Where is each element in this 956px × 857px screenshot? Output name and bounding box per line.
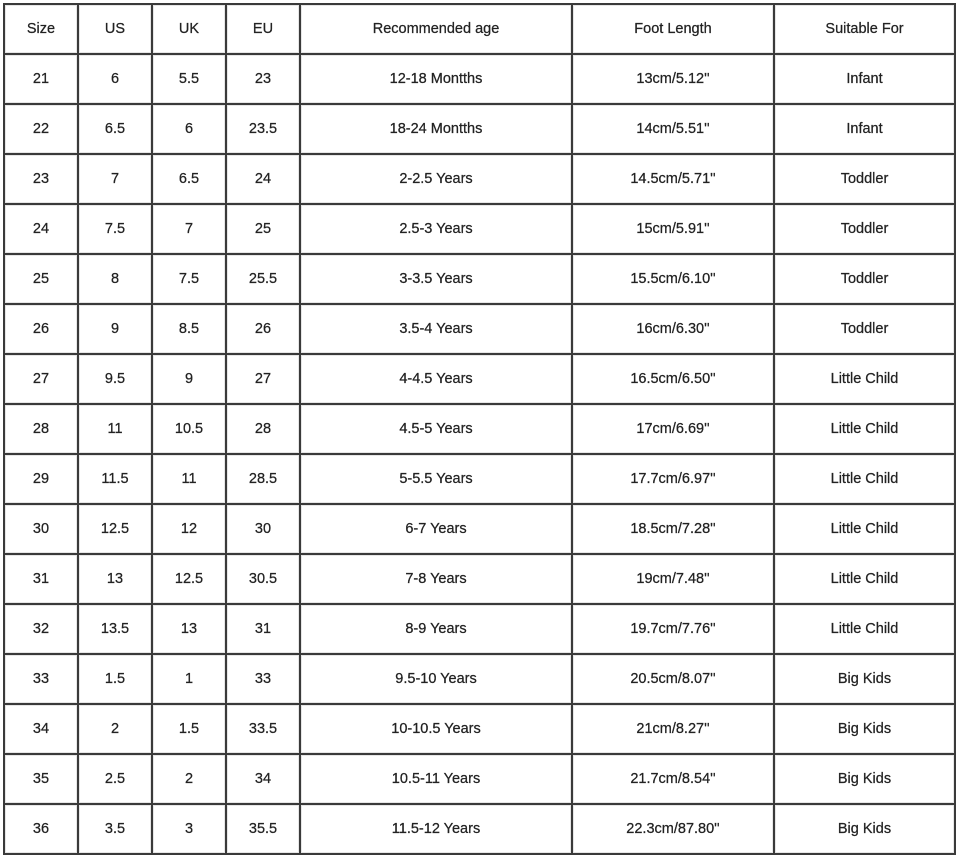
cell-foot-length: 17.7cm/6.97'' bbox=[573, 455, 775, 505]
cell-suitable-for: Infant bbox=[775, 55, 956, 105]
table-row bbox=[5, 355, 956, 405]
cell-suitable-for: Big Kids bbox=[775, 705, 956, 755]
cell-suitable-for: Toddler bbox=[775, 255, 956, 305]
header-size: Size bbox=[5, 5, 79, 55]
cell-size: 36 bbox=[5, 805, 79, 855]
cell-us: 8 bbox=[79, 255, 153, 305]
cell-suitable-for: Toddler bbox=[775, 205, 956, 255]
table-row bbox=[5, 755, 956, 805]
cell-uk: 5.5 bbox=[153, 55, 227, 105]
cell-eu: 24 bbox=[227, 155, 301, 205]
cell-uk: 7 bbox=[153, 205, 227, 255]
cell-eu: 23.5 bbox=[227, 105, 301, 155]
cell-size: 28 bbox=[5, 405, 79, 455]
cell-size: 26 bbox=[5, 305, 79, 355]
cell-recommended-age: 11.5-12 Years bbox=[301, 805, 573, 855]
cell-us: 9.5 bbox=[79, 355, 153, 405]
header-row bbox=[5, 5, 956, 55]
cell-foot-length: 20.5cm/8.07'' bbox=[573, 655, 775, 705]
cell-recommended-age: 7-8 Years bbox=[301, 555, 573, 605]
cell-size: 25 bbox=[5, 255, 79, 305]
cell-foot-length: 19.7cm/7.76'' bbox=[573, 605, 775, 655]
cell-size: 32 bbox=[5, 605, 79, 655]
cell-size: 27 bbox=[5, 355, 79, 405]
cell-suitable-for: Little Child bbox=[775, 405, 956, 455]
cell-recommended-age: 12-18 Montths bbox=[301, 55, 573, 105]
table-row bbox=[5, 405, 956, 455]
cell-foot-length: 16.5cm/6.50'' bbox=[573, 355, 775, 405]
table-row bbox=[5, 155, 956, 205]
header-eu: EU bbox=[227, 5, 301, 55]
cell-eu: 35.5 bbox=[227, 805, 301, 855]
cell-eu: 30 bbox=[227, 505, 301, 555]
cell-suitable-for: Infant bbox=[775, 105, 956, 155]
table-row bbox=[5, 655, 956, 705]
table-row bbox=[5, 55, 956, 105]
cell-size: 30 bbox=[5, 505, 79, 555]
table-row bbox=[5, 605, 956, 655]
cell-foot-length: 21.7cm/8.54'' bbox=[573, 755, 775, 805]
table-row bbox=[5, 205, 956, 255]
table-row bbox=[5, 505, 956, 555]
cell-uk: 10.5 bbox=[153, 405, 227, 455]
cell-recommended-age: 2.5-3 Years bbox=[301, 205, 573, 255]
cell-foot-length: 18.5cm/7.28'' bbox=[573, 505, 775, 555]
cell-suitable-for: Toddler bbox=[775, 155, 956, 205]
cell-eu: 27 bbox=[227, 355, 301, 405]
cell-recommended-age: 2-2.5 Years bbox=[301, 155, 573, 205]
table-row bbox=[5, 805, 956, 855]
cell-eu: 23 bbox=[227, 55, 301, 105]
cell-foot-length: 14cm/5.51'' bbox=[573, 105, 775, 155]
cell-us: 6.5 bbox=[79, 105, 153, 155]
cell-recommended-age: 3-3.5 Years bbox=[301, 255, 573, 305]
cell-recommended-age: 8-9 Years bbox=[301, 605, 573, 655]
cell-size: 31 bbox=[5, 555, 79, 605]
cell-foot-length: 22.3cm/87.80'' bbox=[573, 805, 775, 855]
cell-eu: 31 bbox=[227, 605, 301, 655]
cell-suitable-for: Big Kids bbox=[775, 655, 956, 705]
cell-us: 12.5 bbox=[79, 505, 153, 555]
cell-size: 35 bbox=[5, 755, 79, 805]
cell-recommended-age: 4.5-5 Years bbox=[301, 405, 573, 455]
cell-foot-length: 14.5cm/5.71'' bbox=[573, 155, 775, 205]
cell-eu: 30.5 bbox=[227, 555, 301, 605]
cell-suitable-for: Little Child bbox=[775, 605, 956, 655]
cell-eu: 28 bbox=[227, 405, 301, 455]
cell-uk: 6.5 bbox=[153, 155, 227, 205]
cell-suitable-for: Little Child bbox=[775, 555, 956, 605]
cell-uk: 9 bbox=[153, 355, 227, 405]
cell-uk: 7.5 bbox=[153, 255, 227, 305]
cell-us: 7 bbox=[79, 155, 153, 205]
cell-suitable-for: Little Child bbox=[775, 455, 956, 505]
cell-uk: 8.5 bbox=[153, 305, 227, 355]
cell-us: 2.5 bbox=[79, 755, 153, 805]
cell-us: 2 bbox=[79, 705, 153, 755]
cell-size: 33 bbox=[5, 655, 79, 705]
cell-us: 3.5 bbox=[79, 805, 153, 855]
cell-suitable-for: Little Child bbox=[775, 505, 956, 555]
cell-suitable-for: Toddler bbox=[775, 305, 956, 355]
table-row bbox=[5, 255, 956, 305]
cell-size: 34 bbox=[5, 705, 79, 755]
cell-recommended-age: 6-7 Years bbox=[301, 505, 573, 555]
cell-foot-length: 21cm/8.27'' bbox=[573, 705, 775, 755]
cell-foot-length: 19cm/7.48'' bbox=[573, 555, 775, 605]
table-row bbox=[5, 105, 956, 155]
cell-us: 1.5 bbox=[79, 655, 153, 705]
cell-uk: 3 bbox=[153, 805, 227, 855]
cell-foot-length: 15.5cm/6.10'' bbox=[573, 255, 775, 305]
cell-eu: 25 bbox=[227, 205, 301, 255]
cell-foot-length: 15cm/5.91'' bbox=[573, 205, 775, 255]
header-us: US bbox=[79, 5, 153, 55]
cell-suitable-for: Big Kids bbox=[775, 755, 956, 805]
cell-size: 21 bbox=[5, 55, 79, 105]
cell-us: 13.5 bbox=[79, 605, 153, 655]
table-body bbox=[5, 55, 956, 855]
cell-uk: 1.5 bbox=[153, 705, 227, 755]
cell-eu: 34 bbox=[227, 755, 301, 805]
cell-size: 29 bbox=[5, 455, 79, 505]
cell-us: 7.5 bbox=[79, 205, 153, 255]
header-suitable-for: Suitable For bbox=[775, 5, 956, 55]
cell-recommended-age: 3.5-4 Years bbox=[301, 305, 573, 355]
cell-eu: 28.5 bbox=[227, 455, 301, 505]
table-row bbox=[5, 305, 956, 355]
cell-size: 22 bbox=[5, 105, 79, 155]
cell-us: 11 bbox=[79, 405, 153, 455]
table-row bbox=[5, 555, 956, 605]
cell-eu: 26 bbox=[227, 305, 301, 355]
cell-recommended-age: 18-24 Montths bbox=[301, 105, 573, 155]
cell-eu: 33 bbox=[227, 655, 301, 705]
cell-foot-length: 17cm/6.69'' bbox=[573, 405, 775, 455]
cell-suitable-for: Big Kids bbox=[775, 805, 956, 855]
header-foot-length: Foot Length bbox=[573, 5, 775, 55]
cell-recommended-age: 10.5-11 Years bbox=[301, 755, 573, 805]
cell-foot-length: 13cm/5.12'' bbox=[573, 55, 775, 105]
cell-us: 6 bbox=[79, 55, 153, 105]
cell-uk: 2 bbox=[153, 755, 227, 805]
cell-foot-length: 16cm/6.30'' bbox=[573, 305, 775, 355]
table-header bbox=[5, 5, 956, 55]
cell-us: 9 bbox=[79, 305, 153, 355]
cell-suitable-for: Little Child bbox=[775, 355, 956, 405]
cell-eu: 33.5 bbox=[227, 705, 301, 755]
cell-uk: 12 bbox=[153, 505, 227, 555]
cell-us: 13 bbox=[79, 555, 153, 605]
cell-uk: 6 bbox=[153, 105, 227, 155]
cell-size: 23 bbox=[5, 155, 79, 205]
cell-us: 11.5 bbox=[79, 455, 153, 505]
cell-recommended-age: 4-4.5 Years bbox=[301, 355, 573, 405]
cell-uk: 12.5 bbox=[153, 555, 227, 605]
cell-uk: 11 bbox=[153, 455, 227, 505]
cell-uk: 13 bbox=[153, 605, 227, 655]
cell-eu: 25.5 bbox=[227, 255, 301, 305]
cell-uk: 1 bbox=[153, 655, 227, 705]
cell-recommended-age: 9.5-10 Years bbox=[301, 655, 573, 705]
header-uk: UK bbox=[153, 5, 227, 55]
cell-size: 24 bbox=[5, 205, 79, 255]
header-recommended-age: Recommended age bbox=[301, 5, 573, 55]
table-row bbox=[5, 455, 956, 505]
cell-recommended-age: 10-10.5 Years bbox=[301, 705, 573, 755]
table-row bbox=[5, 705, 956, 755]
size-chart-table bbox=[3, 3, 956, 855]
cell-recommended-age: 5-5.5 Years bbox=[301, 455, 573, 505]
